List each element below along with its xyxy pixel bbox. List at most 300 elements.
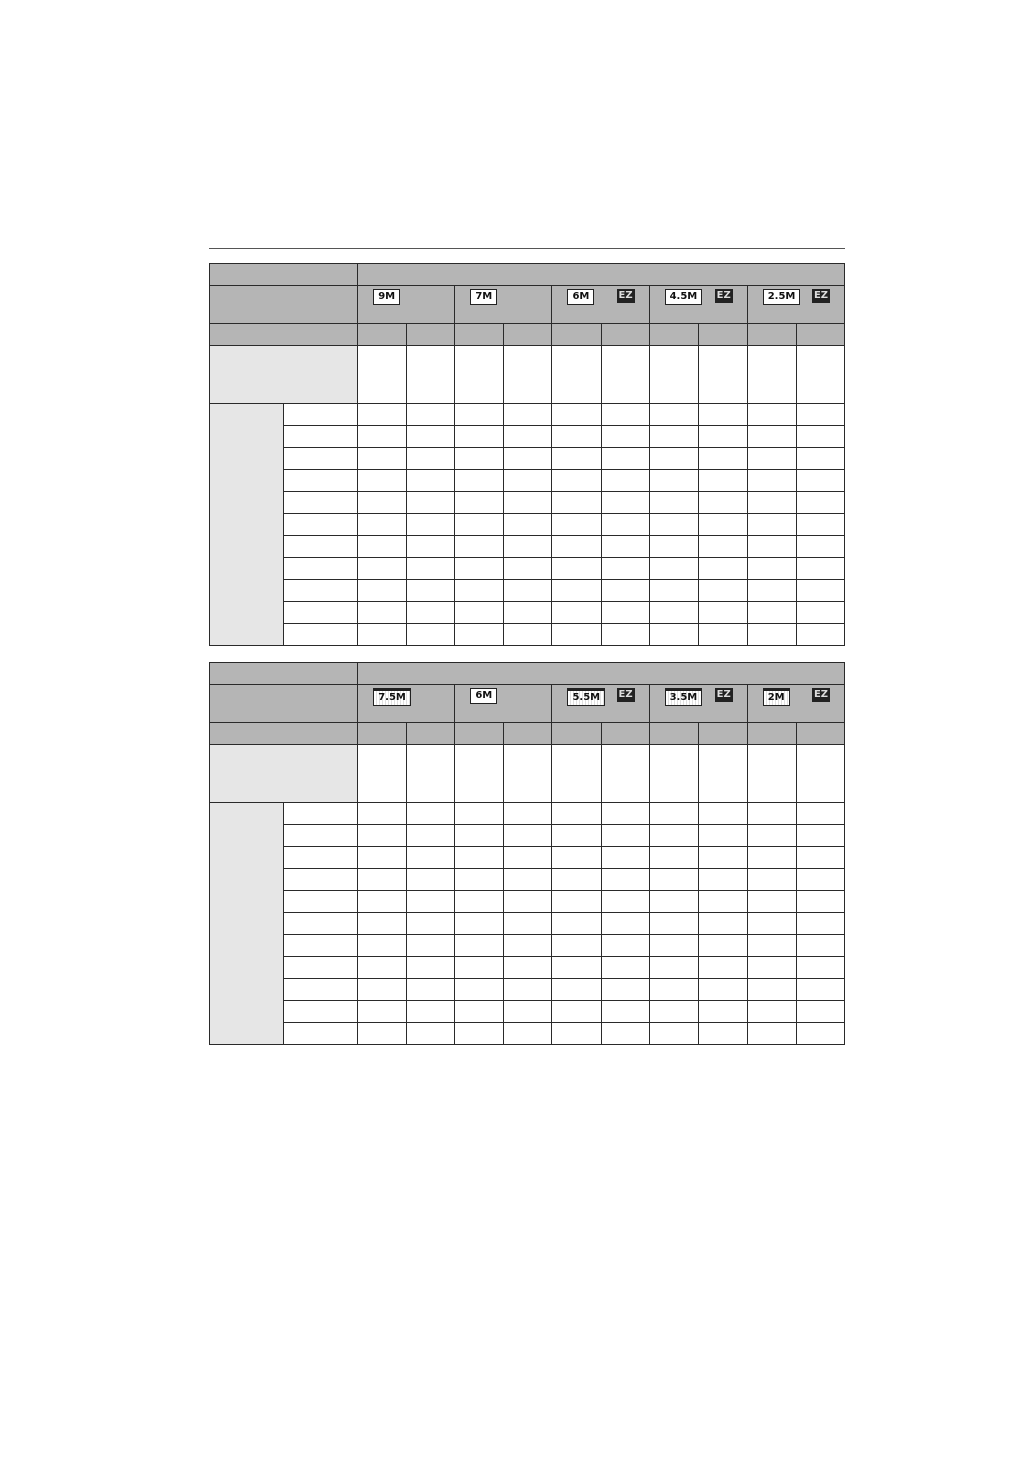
table-cell xyxy=(455,346,504,404)
table-row xyxy=(210,869,845,891)
table-cell xyxy=(552,536,601,558)
capacity-group-cell xyxy=(210,803,284,1045)
table-cell xyxy=(698,470,747,492)
table-cell xyxy=(649,869,698,891)
table-cell xyxy=(796,957,844,979)
table-cell xyxy=(747,404,796,426)
table-cell xyxy=(504,514,552,536)
quality-cell xyxy=(358,324,407,346)
row-label-cell xyxy=(284,935,358,957)
table-cell xyxy=(649,847,698,869)
table-cell xyxy=(407,346,455,404)
table-cell xyxy=(747,847,796,869)
table-cell xyxy=(649,514,698,536)
table-cell xyxy=(796,847,844,869)
table-cell xyxy=(455,745,504,803)
picture-size-header-cell xyxy=(358,264,845,286)
table-cell xyxy=(649,935,698,957)
table-cell xyxy=(358,602,407,624)
table-cell xyxy=(698,847,747,869)
row-label-cell xyxy=(284,869,358,891)
table-row xyxy=(210,624,845,646)
table-cell xyxy=(504,602,552,624)
table-cell xyxy=(358,492,407,514)
table-cell xyxy=(552,1023,601,1045)
table-cell xyxy=(796,803,844,825)
table-row xyxy=(210,1023,845,1045)
table-row xyxy=(210,404,845,426)
table-cell xyxy=(504,1023,552,1045)
table-cell xyxy=(601,913,649,935)
resolution-label-cell xyxy=(210,286,358,324)
table-row xyxy=(210,825,845,847)
table-cell xyxy=(504,803,552,825)
resolution-row xyxy=(210,685,845,723)
quality-cell xyxy=(747,723,796,745)
table-cell xyxy=(504,745,552,803)
table-cell xyxy=(698,558,747,580)
table-cell xyxy=(796,492,844,514)
row-label-cell xyxy=(284,580,358,602)
table-cell xyxy=(358,1001,407,1023)
table-cell xyxy=(455,448,504,470)
table-cell xyxy=(407,803,455,825)
table-cell xyxy=(358,470,407,492)
table-cell xyxy=(358,803,407,825)
row-label-cell xyxy=(284,913,358,935)
table-cell xyxy=(407,492,455,514)
table-cell xyxy=(601,404,649,426)
table-cell xyxy=(601,957,649,979)
table-cell xyxy=(698,957,747,979)
table-cell xyxy=(407,536,455,558)
table-cell xyxy=(698,1001,747,1023)
table-cell xyxy=(747,602,796,624)
table-cell xyxy=(552,869,601,891)
table-cell xyxy=(504,558,552,580)
row-label-cell xyxy=(284,891,358,913)
table-cell xyxy=(796,913,844,935)
table-cell xyxy=(455,492,504,514)
table-cell xyxy=(455,957,504,979)
table-row xyxy=(210,536,845,558)
table-cell xyxy=(649,536,698,558)
table-cell xyxy=(455,1023,504,1045)
table-cell xyxy=(601,1001,649,1023)
table-cell xyxy=(455,426,504,448)
table-cell xyxy=(796,825,844,847)
table-cell xyxy=(601,514,649,536)
table-cell xyxy=(649,1023,698,1045)
table-cell xyxy=(358,847,407,869)
table-cell xyxy=(601,869,649,891)
row-label-cell xyxy=(284,847,358,869)
table-cell xyxy=(747,580,796,602)
table-cell xyxy=(601,745,649,803)
table-cell xyxy=(649,470,698,492)
table-cell xyxy=(407,602,455,624)
table-cell xyxy=(796,536,844,558)
table-cell xyxy=(552,558,601,580)
table-cell xyxy=(552,1001,601,1023)
quality-label-cell xyxy=(210,324,358,346)
table-cell xyxy=(358,825,407,847)
table-cell xyxy=(747,979,796,1001)
table-cell xyxy=(747,1023,796,1045)
table-cell xyxy=(649,346,698,404)
table-cell xyxy=(649,558,698,580)
table-cell xyxy=(649,580,698,602)
table-cell xyxy=(796,624,844,646)
table-cell xyxy=(601,602,649,624)
table-cell xyxy=(601,492,649,514)
table-cell xyxy=(747,558,796,580)
table-cell xyxy=(796,448,844,470)
table-row xyxy=(210,426,845,448)
table-cell xyxy=(796,1001,844,1023)
table-cell xyxy=(601,426,649,448)
table-cell xyxy=(407,1001,455,1023)
table-cell xyxy=(504,847,552,869)
table-cell xyxy=(504,492,552,514)
quality-cell xyxy=(455,723,504,745)
table-cell xyxy=(358,1023,407,1045)
table-cell xyxy=(407,847,455,869)
table-cell xyxy=(698,979,747,1001)
table-row xyxy=(210,1001,845,1023)
table-cell xyxy=(407,426,455,448)
table-cell xyxy=(407,745,455,803)
table-cell xyxy=(649,957,698,979)
table-cell xyxy=(747,426,796,448)
row-label-cell xyxy=(284,404,358,426)
table-cell xyxy=(552,426,601,448)
table-cell xyxy=(504,891,552,913)
table-cell xyxy=(407,448,455,470)
table-cell xyxy=(358,404,407,426)
table-cell xyxy=(552,448,601,470)
table-cell xyxy=(552,514,601,536)
table-cell xyxy=(358,624,407,646)
quality-cell xyxy=(552,723,601,745)
table-row xyxy=(210,470,845,492)
picture-size-icon: 5.5M xyxy=(567,688,605,706)
picture-size-icon: 3.5M xyxy=(665,688,703,706)
table-cell xyxy=(747,514,796,536)
table-cell xyxy=(747,470,796,492)
table-row xyxy=(210,913,845,935)
table-cell xyxy=(504,624,552,646)
table-cell xyxy=(455,869,504,891)
table-cell xyxy=(552,935,601,957)
table-cell xyxy=(601,558,649,580)
table-cell xyxy=(407,825,455,847)
table-cell xyxy=(747,891,796,913)
table-cell xyxy=(698,803,747,825)
table-cell xyxy=(796,558,844,580)
extended-optical-zoom-icon: EZ xyxy=(618,689,633,700)
table-cell xyxy=(358,891,407,913)
table-cell xyxy=(601,847,649,869)
table-cell xyxy=(796,470,844,492)
table-cell xyxy=(649,426,698,448)
table-cell xyxy=(747,957,796,979)
extended-optical-zoom-icon: EZ xyxy=(813,290,829,301)
table-cell xyxy=(649,913,698,935)
table-cell xyxy=(649,492,698,514)
table-cell xyxy=(504,404,552,426)
table-cell xyxy=(649,891,698,913)
extended-optical-zoom-icon: EZ xyxy=(813,689,829,700)
recording-table-top xyxy=(209,263,845,646)
table-cell xyxy=(698,426,747,448)
table-cell xyxy=(552,957,601,979)
table-cell xyxy=(796,580,844,602)
picture-size-icon: 6M xyxy=(470,688,497,704)
table-cell xyxy=(747,913,796,935)
table-cell xyxy=(455,979,504,1001)
table-row xyxy=(210,803,845,825)
table-cell xyxy=(407,404,455,426)
corner-header-cell xyxy=(210,264,358,286)
table-row xyxy=(210,558,845,580)
table-cell xyxy=(358,913,407,935)
table-cell xyxy=(455,1001,504,1023)
picture-size-icon: 6M xyxy=(567,289,594,305)
row-label-cell xyxy=(284,803,358,825)
table-cell xyxy=(552,470,601,492)
table-cell xyxy=(455,558,504,580)
table-cell xyxy=(358,957,407,979)
row-label-cell xyxy=(284,426,358,448)
table-cell xyxy=(601,580,649,602)
table-cell xyxy=(552,624,601,646)
table-cell xyxy=(358,346,407,404)
quality-cell xyxy=(796,324,844,346)
extended-optical-zoom-icon: EZ xyxy=(618,290,633,301)
row-label-cell xyxy=(284,558,358,580)
table-cell xyxy=(601,803,649,825)
table-cell xyxy=(407,624,455,646)
row-label-cell xyxy=(284,979,358,1001)
table-cell xyxy=(358,426,407,448)
table-cell xyxy=(698,825,747,847)
table-cell xyxy=(796,602,844,624)
row-label-cell xyxy=(284,536,358,558)
table-cell xyxy=(455,624,504,646)
title-row xyxy=(210,264,845,286)
row-label-cell xyxy=(284,492,358,514)
table-cell xyxy=(552,979,601,1001)
table-cell xyxy=(601,935,649,957)
resolution-cell xyxy=(358,685,455,723)
table-cell xyxy=(649,624,698,646)
table-row xyxy=(210,602,845,624)
quality-cell xyxy=(455,324,504,346)
table-row xyxy=(210,957,845,979)
table-cell xyxy=(504,935,552,957)
table-cell xyxy=(796,514,844,536)
table-cell xyxy=(455,803,504,825)
table-cell xyxy=(407,935,455,957)
table-cell xyxy=(747,536,796,558)
capacity-group-cell xyxy=(210,404,284,646)
quality-cell xyxy=(796,723,844,745)
table-row xyxy=(210,979,845,1001)
quality-cell xyxy=(698,324,747,346)
table-cell xyxy=(747,935,796,957)
table-cell xyxy=(747,869,796,891)
table-cell xyxy=(407,558,455,580)
table-cell xyxy=(504,913,552,935)
resolution-cell xyxy=(649,286,747,324)
table-cell xyxy=(552,602,601,624)
extended-optical-zoom-icon: EZ xyxy=(716,689,731,700)
quality-cell xyxy=(698,723,747,745)
table-cell xyxy=(747,346,796,404)
table-cell xyxy=(455,891,504,913)
table-cell xyxy=(455,825,504,847)
table-cell xyxy=(552,891,601,913)
row-label-cell xyxy=(284,957,358,979)
table-cell xyxy=(504,426,552,448)
table-cell xyxy=(796,426,844,448)
table-cell xyxy=(358,745,407,803)
quality-row xyxy=(210,723,845,745)
resolution-cell xyxy=(747,286,844,324)
table-cell xyxy=(504,346,552,404)
resolution-cell xyxy=(455,685,552,723)
table-cell xyxy=(698,404,747,426)
table-cell xyxy=(552,745,601,803)
top-rule xyxy=(209,248,845,249)
table-cell xyxy=(455,913,504,935)
table-cell xyxy=(796,869,844,891)
picture-size-icon: 2.5M xyxy=(763,289,801,305)
table-cell xyxy=(552,404,601,426)
table-cell xyxy=(504,957,552,979)
table-cell xyxy=(407,1023,455,1045)
table-cell xyxy=(601,536,649,558)
table-cell xyxy=(407,891,455,913)
table-cell xyxy=(601,448,649,470)
table-cell xyxy=(747,1001,796,1023)
picture-size-header-cell xyxy=(358,663,845,685)
table-row xyxy=(210,891,845,913)
resolution-cell xyxy=(552,286,649,324)
picture-size-icon: 9M xyxy=(373,289,400,305)
table-cell xyxy=(504,580,552,602)
table-cell xyxy=(796,979,844,1001)
picture-size-icon: 7M xyxy=(470,289,497,305)
file-size-row xyxy=(210,745,845,803)
quality-cell xyxy=(601,324,649,346)
table-cell xyxy=(601,979,649,1001)
picture-size-icon: 2M xyxy=(763,688,790,706)
picture-size-icon: 4.5M xyxy=(665,289,703,305)
table-cell xyxy=(504,448,552,470)
picture-size-icon: 7.5M xyxy=(373,688,411,706)
table-cell xyxy=(358,869,407,891)
table-cell xyxy=(455,580,504,602)
table-cell xyxy=(796,891,844,913)
quality-cell xyxy=(747,324,796,346)
table-cell xyxy=(698,346,747,404)
table-cell xyxy=(698,624,747,646)
table-cell xyxy=(552,346,601,404)
corner-header-cell xyxy=(210,663,358,685)
table-cell xyxy=(407,979,455,1001)
table-cell xyxy=(698,745,747,803)
table-row xyxy=(210,448,845,470)
table-cell xyxy=(407,869,455,891)
table-cell xyxy=(358,580,407,602)
table-cell xyxy=(698,1023,747,1045)
table-cell xyxy=(698,448,747,470)
file-size-label-cell xyxy=(210,745,358,803)
table-cell xyxy=(552,847,601,869)
row-label-cell xyxy=(284,825,358,847)
table-cell xyxy=(455,404,504,426)
table-cell xyxy=(796,745,844,803)
table-cell xyxy=(552,580,601,602)
table-cell xyxy=(358,514,407,536)
table-cell xyxy=(698,913,747,935)
table-cell xyxy=(455,602,504,624)
table-cell xyxy=(552,913,601,935)
table-cell xyxy=(747,803,796,825)
table-cell xyxy=(504,825,552,847)
table-cell xyxy=(649,1001,698,1023)
table-cell xyxy=(504,979,552,1001)
table-cell xyxy=(649,602,698,624)
quality-cell xyxy=(407,723,455,745)
quality-row xyxy=(210,324,845,346)
table-cell xyxy=(796,935,844,957)
file-size-label-cell xyxy=(210,346,358,404)
table-cell xyxy=(504,1001,552,1023)
table-cell xyxy=(601,624,649,646)
table-cell xyxy=(407,514,455,536)
table-cell xyxy=(455,514,504,536)
table-cell xyxy=(649,404,698,426)
resolution-cell xyxy=(649,685,747,723)
table-cell xyxy=(698,891,747,913)
table-cell xyxy=(407,913,455,935)
extended-optical-zoom-icon: EZ xyxy=(716,290,731,301)
table-cell xyxy=(407,580,455,602)
table-row xyxy=(210,514,845,536)
table-cell xyxy=(455,847,504,869)
recording-table-bottom xyxy=(209,662,845,1045)
table-cell xyxy=(601,891,649,913)
quality-cell xyxy=(358,723,407,745)
table-cell xyxy=(504,536,552,558)
resolution-label-cell xyxy=(210,685,358,723)
table-row xyxy=(210,847,845,869)
table-cell xyxy=(601,346,649,404)
row-label-cell xyxy=(284,1001,358,1023)
quality-cell xyxy=(649,723,698,745)
table-cell xyxy=(747,492,796,514)
row-label-cell xyxy=(284,624,358,646)
resolution-cell xyxy=(747,685,844,723)
table-cell xyxy=(358,448,407,470)
table-cell xyxy=(698,580,747,602)
table-cell xyxy=(455,536,504,558)
quality-cell xyxy=(407,324,455,346)
table-cell xyxy=(552,825,601,847)
